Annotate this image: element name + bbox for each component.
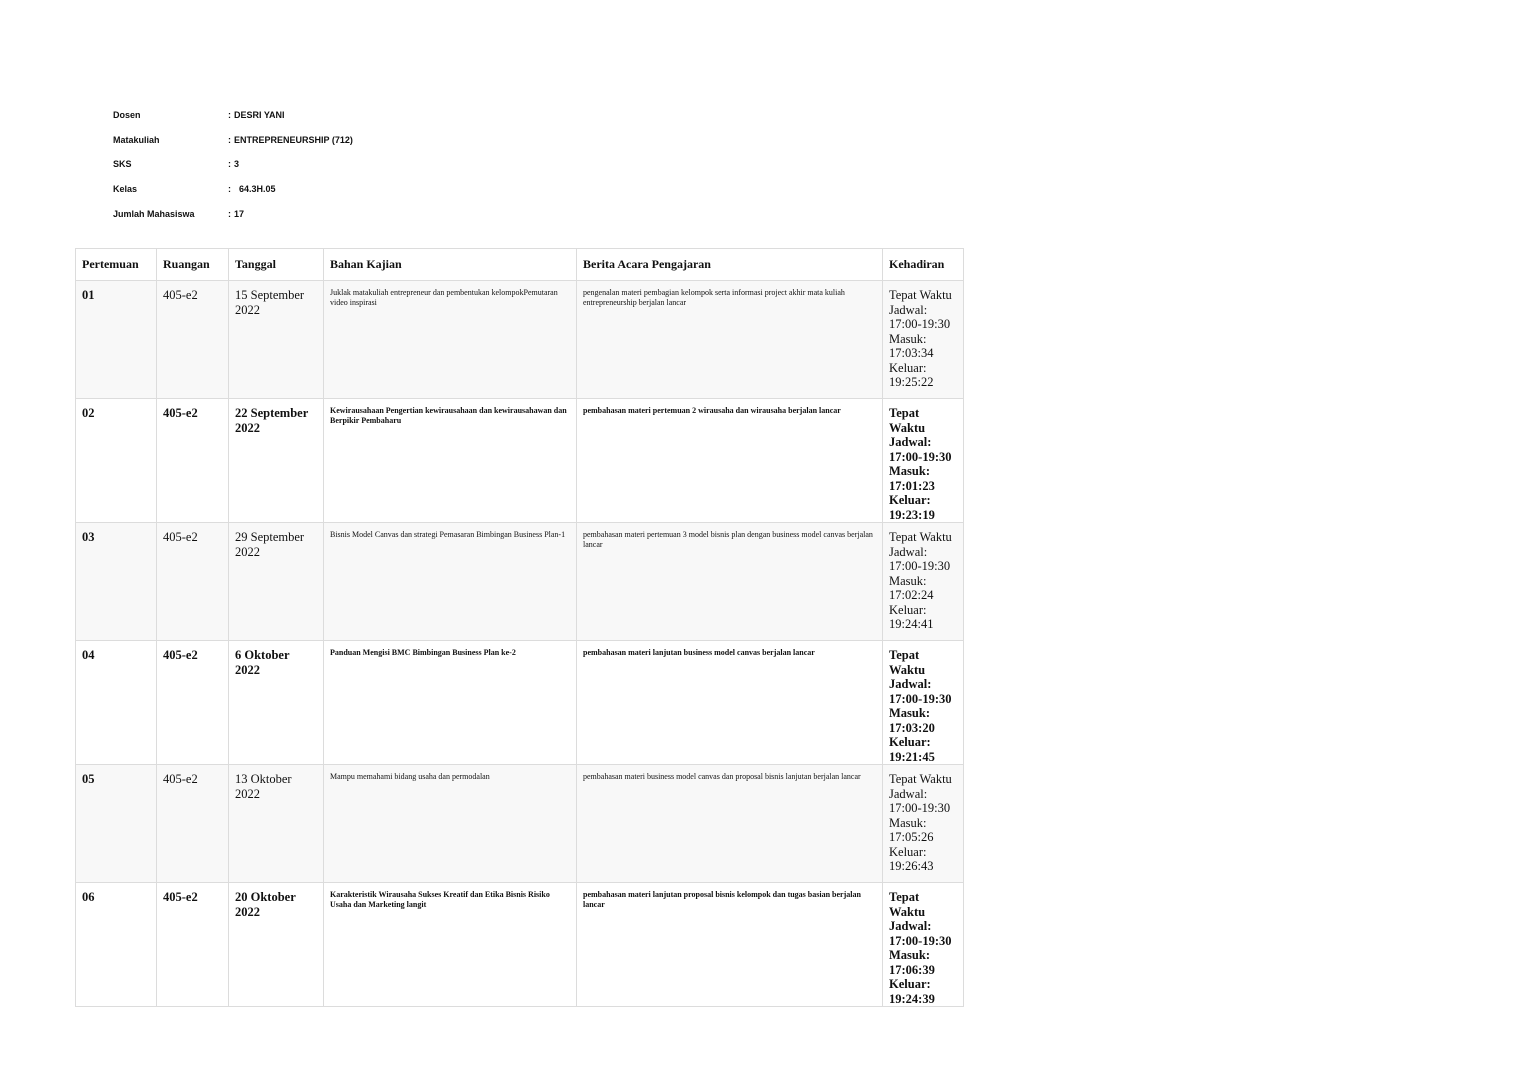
info-value: 3 — [234, 159, 240, 170]
header-bahan-kajian: Bahan Kajian — [324, 249, 577, 281]
table-row — [76, 281, 964, 399]
attendance-keluar: 19:25:22 — [889, 375, 934, 389]
info-row-matakuliah — [113, 128, 353, 153]
cell-tanggal: 13 Oktober 2022 — [229, 765, 324, 883]
cell-pertemuan: 05 — [76, 765, 157, 883]
cell-kehadiran — [883, 641, 964, 765]
attendance-jadwal: 17:00-19:30 — [889, 691, 952, 706]
attendance-jadwal: 17:00-19:30 — [889, 317, 951, 331]
cell-berita-acara: pembahasan materi lanjutan business model canvas berjalan lancar — [577, 641, 883, 765]
attendance-masuk-label: Masuk: — [889, 464, 930, 478]
attendance-masuk-label: Masuk: — [889, 706, 930, 720]
info-value: DESRI YANI — [234, 110, 285, 121]
attendance-status: Tepat Waktu — [889, 288, 952, 302]
attendance-jadwal-label: Jadwal: — [889, 435, 932, 449]
attendance-masuk: 17:05:26 — [889, 830, 934, 844]
attendance-keluar: 19:24:41 — [889, 617, 934, 631]
attendance-keluar-label: Keluar: — [889, 844, 927, 859]
attendance-masuk: 17:02:24 — [889, 588, 934, 602]
cell-tanggal: 20 Oktober 2022 — [229, 883, 324, 1007]
cell-tanggal: 29 September 2022 — [229, 523, 324, 641]
attendance-keluar-label: Keluar: — [889, 360, 927, 375]
info-colon: : — [228, 110, 231, 121]
attendance-keluar-label: Keluar: — [889, 602, 927, 617]
cell-tanggal: 15 September 2022 — [229, 281, 324, 399]
attendance-keluar: 19:21:45 — [889, 749, 935, 764]
info-value: ENTREPRENEURSHIP (712) — [234, 134, 353, 145]
info-label: SKS — [113, 159, 132, 170]
attendance-keluar: 19:24:39 — [889, 991, 935, 1006]
attendance-status: Tepat Waktu — [889, 890, 926, 919]
attendance-keluar-label: Keluar: — [889, 977, 931, 991]
cell-ruangan: 405-e2 — [157, 281, 229, 399]
attendance-masuk-label: Masuk: — [889, 331, 927, 346]
attendance-jadwal: 17:00-19:30 — [889, 933, 952, 948]
cell-ruangan: 405-e2 — [157, 641, 229, 765]
cell-berita-acara: pembahasan materi pertemuan 2 wirausaha dan wirausaha berjalan lancar — [577, 399, 883, 523]
cell-pertemuan: 04 — [76, 641, 157, 765]
cell-tanggal: 22 September 2022 — [229, 399, 324, 523]
attendance-jadwal-label: Jadwal: — [889, 919, 932, 933]
attendance-masuk: 17:01:23 — [889, 478, 935, 493]
info-value: 17 — [234, 208, 245, 219]
attendance-jadwal-label: Jadwal: — [889, 786, 928, 801]
cell-bahan-kajian: Panduan Mengisi BMC Bimbingan Business Plan ke-2 — [324, 641, 577, 765]
cell-kehadiran — [883, 281, 964, 399]
cell-kehadiran — [883, 399, 964, 523]
info-value: 64.3H.05 — [239, 184, 276, 195]
table-header-row — [76, 249, 964, 281]
cell-ruangan: 405-e2 — [157, 523, 229, 641]
cell-kehadiran — [883, 523, 964, 641]
info-label: Matakuliah — [113, 134, 160, 145]
cell-kehadiran — [883, 765, 964, 883]
attendance-status: Tepat Waktu — [889, 772, 952, 786]
info-row-kelas — [113, 177, 353, 202]
cell-berita-acara: pengenalan materi pembagian kelompok serta informasi project akhir mata kuliah entrepreneurship berjalan lancar — [577, 281, 883, 399]
attendance-jadwal: 17:00-19:30 — [889, 801, 951, 815]
header-ruangan: Ruangan — [157, 249, 229, 281]
info-label: Dosen — [113, 110, 141, 121]
attendance-masuk: 17:03:34 — [889, 346, 934, 360]
attendance-masuk: 17:03:20 — [889, 720, 935, 735]
info-label: Jumlah Mahasiswa — [113, 208, 195, 219]
course-info — [113, 103, 353, 226]
cell-ruangan: 405-e2 — [157, 765, 229, 883]
cell-bahan-kajian: Kewirausahaan Pengertian kewirausahaan dan kewirausahawan dan Berpikir Pembaharu — [324, 399, 577, 523]
attendance-status: Tepat Waktu — [889, 648, 926, 677]
info-row-jumlah-mahasiswa — [113, 201, 353, 226]
cell-tanggal: 6 Oktober 2022 — [229, 641, 324, 765]
cell-bahan-kajian: Juklak matakuliah entrepreneur dan pembentukan kelompokPemutaran video inspirasi — [324, 281, 577, 399]
cell-berita-acara: pembahasan materi lanjutan proposal bisnis kelompok dan tugas basian berjalan lancar — [577, 883, 883, 1007]
cell-bahan-kajian: Mampu memahami bidang usaha dan permodalan — [324, 765, 577, 883]
cell-kehadiran — [883, 883, 964, 1007]
cell-berita-acara: pembahasan materi pertemuan 3 model bisnis plan dengan business model canvas berjalan lancar — [577, 523, 883, 641]
info-colon: : — [228, 208, 231, 219]
schedule-table — [75, 248, 964, 1007]
attendance-masuk-label: Masuk: — [889, 573, 927, 588]
header-pertemuan: Pertemuan — [76, 249, 157, 281]
header-kehadiran: Kehadiran — [883, 249, 964, 281]
info-label: Kelas — [113, 184, 138, 195]
header-berita-acara: Berita Acara Pengajaran — [577, 249, 883, 281]
info-row-sks — [113, 152, 353, 177]
table-row — [76, 641, 964, 765]
table-row — [76, 765, 964, 883]
cell-pertemuan: 02 — [76, 399, 157, 523]
cell-pertemuan: 01 — [76, 281, 157, 399]
attendance-keluar: 19:23:19 — [889, 507, 935, 522]
info-colon: : — [228, 159, 231, 170]
cell-berita-acara: pembahasan materi business model canvas dan proposal bisnis lanjutan berjalan lancar — [577, 765, 883, 883]
cell-ruangan: 405-e2 — [157, 399, 229, 523]
cell-pertemuan: 06 — [76, 883, 157, 1007]
table-row — [76, 883, 964, 1007]
attendance-jadwal: 17:00-19:30 — [889, 449, 952, 464]
info-colon: : — [228, 134, 231, 145]
info-colon: : — [228, 184, 231, 195]
header-tanggal: Tanggal — [229, 249, 324, 281]
attendance-jadwal: 17:00-19:30 — [889, 559, 951, 573]
attendance-masuk-label: Masuk: — [889, 948, 930, 962]
attendance-jadwal-label: Jadwal: — [889, 544, 928, 559]
attendance-masuk: 17:06:39 — [889, 962, 935, 977]
table-row — [76, 399, 964, 523]
attendance-status: Tepat Waktu — [889, 406, 926, 435]
attendance-jadwal-label: Jadwal: — [889, 677, 932, 691]
attendance-status: Tepat Waktu — [889, 530, 952, 544]
attendance-masuk-label: Masuk: — [889, 815, 927, 830]
info-row-dosen — [113, 103, 353, 128]
cell-pertemuan: 03 — [76, 523, 157, 641]
table-row — [76, 523, 964, 641]
attendance-jadwal-label: Jadwal: — [889, 302, 928, 317]
attendance-keluar: 19:26:43 — [889, 859, 934, 873]
cell-bahan-kajian: Karakteristik Wirausaha Sukses Kreatif dan Etika Bisnis Risiko Usaha dan Marketing langit — [324, 883, 577, 1007]
attendance-keluar-label: Keluar: — [889, 493, 931, 507]
cell-bahan-kajian: Bisnis Model Canvas dan strategi Pemasaran Bimbingan Business Plan-1 — [324, 523, 577, 641]
cell-ruangan: 405-e2 — [157, 883, 229, 1007]
attendance-keluar-label: Keluar: — [889, 735, 931, 749]
